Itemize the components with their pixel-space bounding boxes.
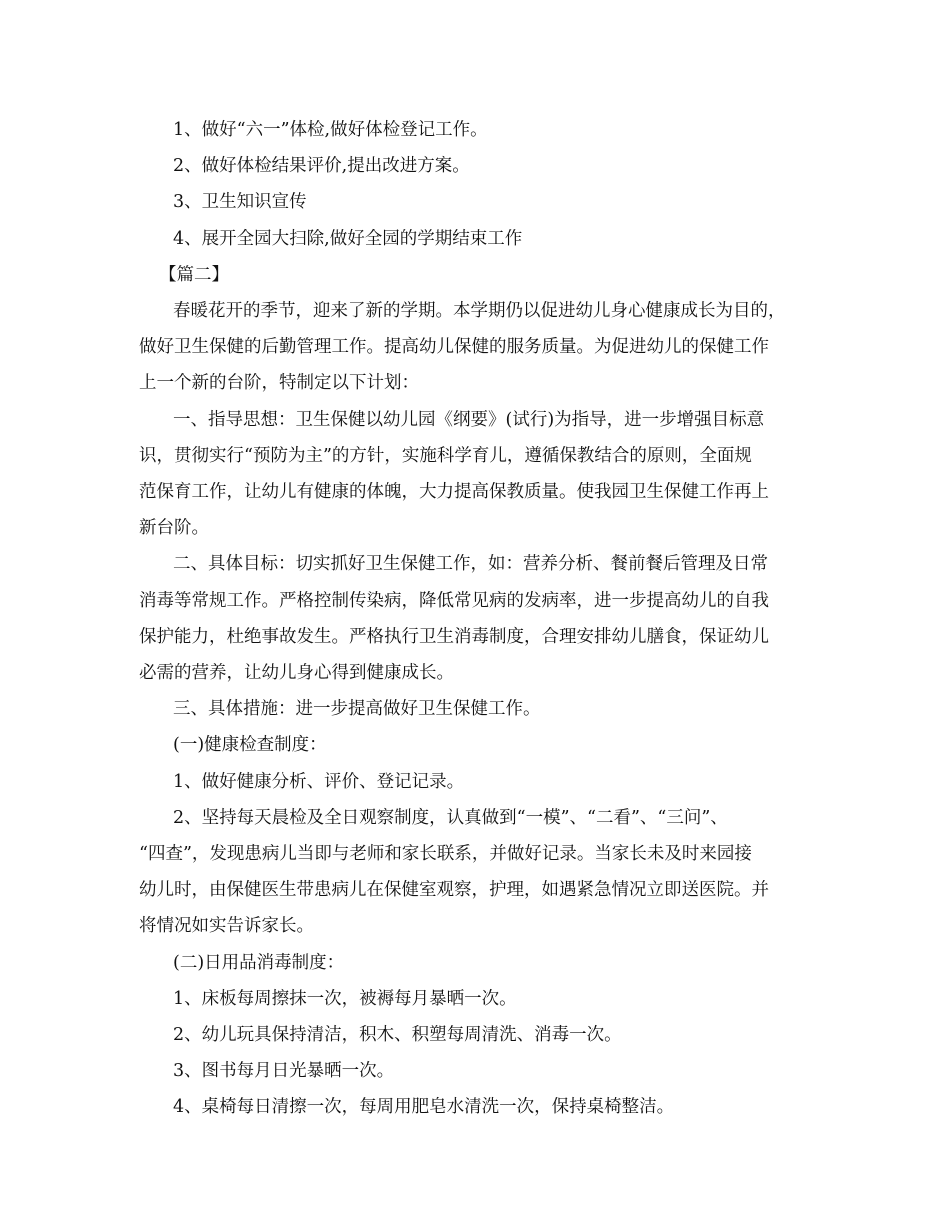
paragraph-specific-goals xyxy=(139,546,819,691)
text-line: (二)日用品消毒制度： xyxy=(173,952,345,973)
text-line: 4、展开全园大扫除,做好全园的学期结束工作 xyxy=(173,228,523,249)
list-item xyxy=(139,800,819,945)
text-line: 消毒等常规工作。严格控制传染病，降低常见病的发病率，进一步提高幼儿的自我 xyxy=(139,590,769,611)
text-line: 3、图书每月日光暴晒一次。 xyxy=(173,1061,395,1082)
list-item xyxy=(139,221,819,257)
text-line: 范保育工作，让幼儿有健康的体魄，大力提高保教质量。使我园卫生保健工作再上 xyxy=(139,482,769,503)
section-heading xyxy=(139,257,819,293)
text-line: 春暖花开的季节，迎来了新的学期。本学期仍以促进幼儿身心健康成长为目的， xyxy=(173,301,786,322)
text-line: 【篇二】 xyxy=(159,264,229,285)
text-line: 识，贯彻实行“预防为主”的方针，实施科学育儿，遵循保教结合的原则，全面规 xyxy=(139,445,752,466)
text-line: 2、幼儿玩具保持清洁，积木、积塑每周清洗、消毒一次。 xyxy=(173,1025,622,1046)
subsection-heading xyxy=(139,727,819,763)
text-line: 1、做好健康分析、评价、登记记录。 xyxy=(173,771,465,792)
list-item xyxy=(139,981,819,1017)
paragraph-guiding-ideology xyxy=(139,402,819,547)
list-item xyxy=(139,148,819,184)
text-line: 三、具体措施：进一步提高做好卫生保健工作。 xyxy=(173,699,541,720)
list-item xyxy=(139,1089,819,1125)
text-line: 做好卫生保健的后勤管理工作。提高幼儿保健的服务质量。为促进幼儿的保健工作 xyxy=(139,337,769,358)
text-line: 一、指导思想：卫生保健以幼儿园《纲要》(试行)为指导，进一步增强目标意 xyxy=(173,409,765,430)
document-body xyxy=(139,112,819,1126)
subsection-heading xyxy=(139,945,819,981)
text-line: 2、坚持每天晨检及全日观察制度，认真做到“一模”、“二看”、“三问”、 xyxy=(173,807,728,828)
list-item xyxy=(139,1053,819,1089)
paragraph-intro xyxy=(139,293,819,402)
text-line: 新台阶。 xyxy=(139,518,209,539)
text-line: 1、做好“六一”体检,做好体检登记工作。 xyxy=(173,120,488,140)
text-line: “四查”，发现患病儿当即与老师和家长联系，并做好记录。当家长未及时来园接 xyxy=(139,844,752,865)
text-line: 1、床板每周擦抹一次，被褥每月暴晒一次。 xyxy=(173,988,517,1009)
list-item xyxy=(139,1017,819,1053)
list-item xyxy=(139,112,819,148)
text-line: 幼儿时，由保健医生带患病儿在保健室观察，护理，如遇紧急情况立即送医院。并 xyxy=(139,880,769,901)
text-line: 将情况如实告诉家长。 xyxy=(139,916,314,937)
text-line: 上一个新的台阶，特制定以下计划： xyxy=(139,373,419,394)
text-line: 必需的营养，让幼儿身心得到健康成长。 xyxy=(139,663,454,684)
text-line: 二、具体目标：切实抓好卫生保健工作，如：营养分析、餐前餐后管理及日常 xyxy=(173,554,768,575)
text-line: 3、卫生知识宣传 xyxy=(173,192,307,213)
paragraph-measures xyxy=(139,691,819,727)
text-line: 4、桌椅每日清擦一次，每周用肥皂水清洗一次，保持桌椅整洁。 xyxy=(173,1097,675,1118)
list-item xyxy=(139,184,819,220)
text-line: 2、做好体检结果评价,提出改进方案。 xyxy=(173,156,470,177)
text-line: (一)健康检查制度： xyxy=(173,735,327,756)
list-item xyxy=(139,764,819,800)
text-line: 保护能力，杜绝事故发生。严格执行卫生消毒制度，合理安排幼儿膳食，保证幼儿 xyxy=(139,626,769,647)
